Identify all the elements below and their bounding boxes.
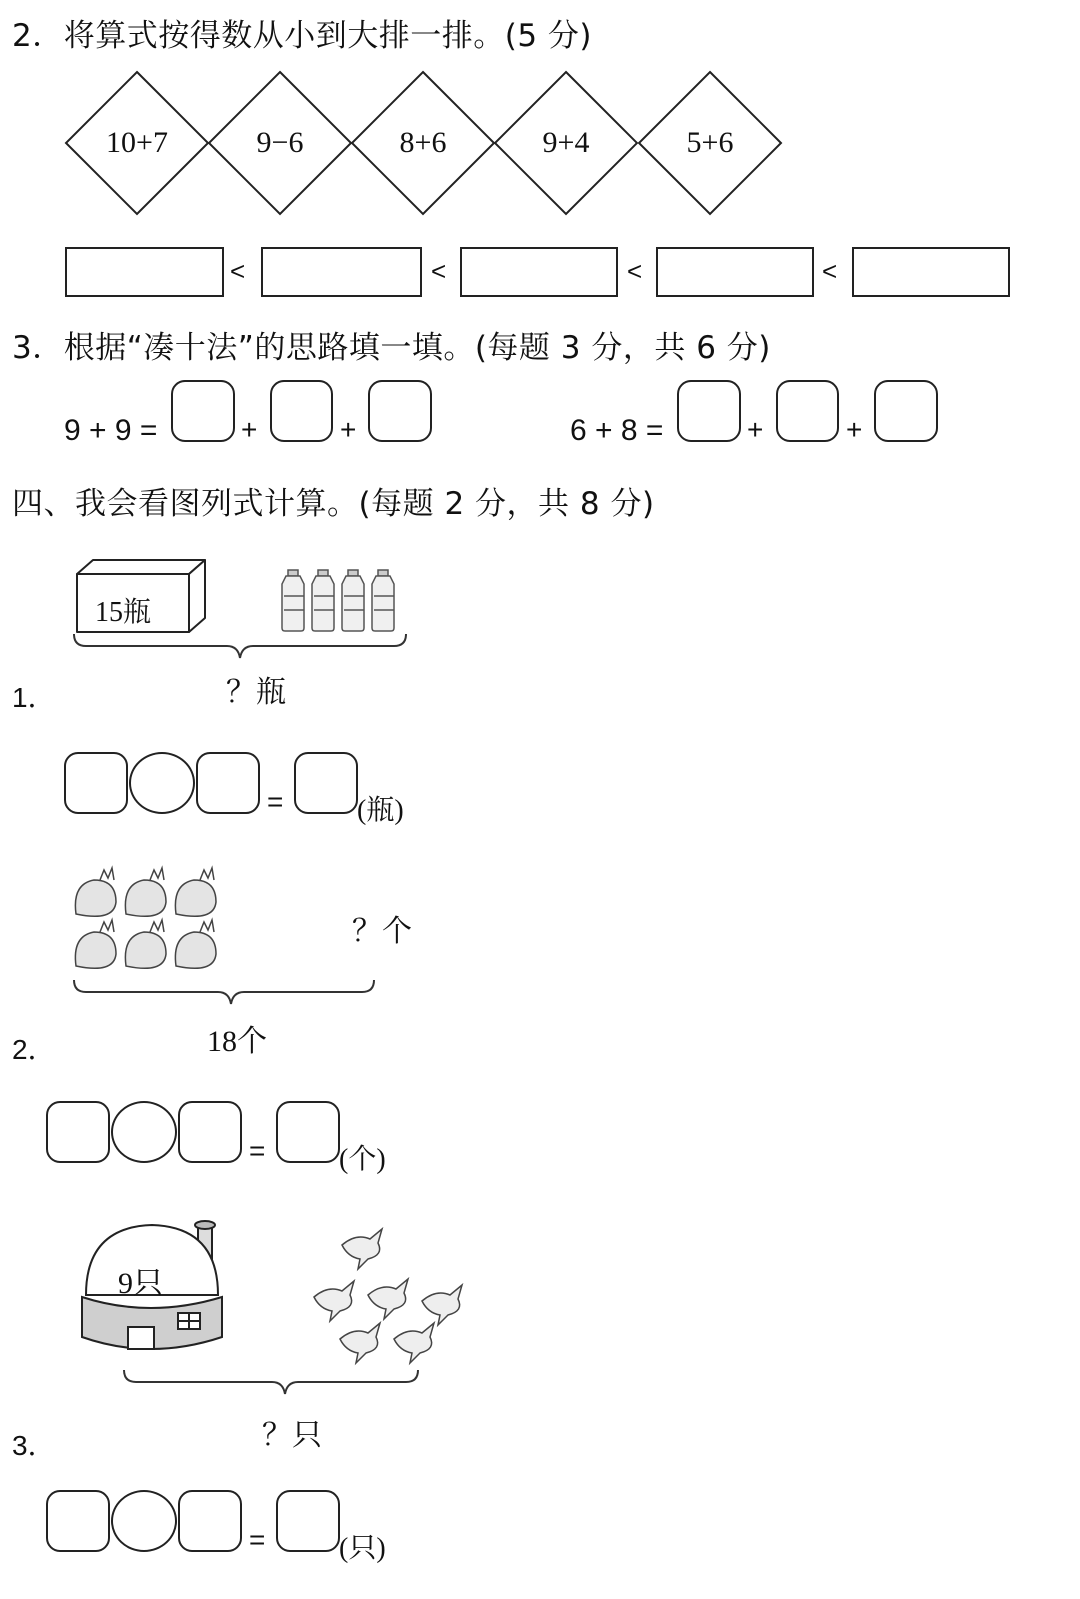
p3-result-box[interactable] xyxy=(276,1490,340,1552)
section-4-title: 四、我会看图列式计算。(每题 2 分，共 8 分) xyxy=(12,486,655,522)
right-equation-label: 6 + 8 = xyxy=(570,414,664,447)
brace-1-icon xyxy=(72,632,412,662)
dove-icon xyxy=(314,1281,354,1321)
p2-operand-box-1[interactable] xyxy=(46,1101,110,1163)
section-2-title: 2．将算式按得数从小到大排一排。(5 分) xyxy=(12,18,592,54)
less-than-3: < xyxy=(627,256,643,286)
bottle-icon xyxy=(342,570,364,631)
p1-result-box[interactable] xyxy=(294,752,358,814)
brace-3-icon xyxy=(122,1368,432,1398)
p3-unit: (只) xyxy=(339,1533,386,1564)
less-than-1: < xyxy=(230,256,246,286)
dove-icon xyxy=(422,1285,462,1325)
right-plus-2: + xyxy=(846,414,863,445)
doves-icon xyxy=(310,1225,480,1365)
expression-4: 9+4 xyxy=(542,126,590,159)
expression-3: 8+6 xyxy=(399,126,447,159)
p1-operand-box-1[interactable] xyxy=(64,752,128,814)
p1-operator-circle[interactable] xyxy=(129,752,195,814)
brace-2-icon xyxy=(72,978,382,1008)
expression-diamonds xyxy=(0,0,1080,240)
p2-operand-box-2[interactable] xyxy=(178,1101,242,1163)
problem-3-number: 3． xyxy=(12,1430,56,1461)
less-than-4: < xyxy=(822,256,838,286)
problem-1-number: 1． xyxy=(12,682,56,713)
dove-icon xyxy=(342,1229,382,1269)
p2-operator-circle[interactable] xyxy=(111,1101,177,1163)
radish-icon xyxy=(75,920,116,968)
p1-operand-box-2[interactable] xyxy=(196,752,260,814)
left-fill-box-2[interactable] xyxy=(270,380,333,442)
left-equation-label: 9 + 9 = xyxy=(64,414,158,447)
p3-operator-circle[interactable] xyxy=(111,1490,177,1552)
order-box-4[interactable] xyxy=(656,247,814,297)
p3-operand-box-1[interactable] xyxy=(46,1490,110,1552)
p2-equals: = xyxy=(249,1135,266,1166)
radish-icon xyxy=(75,868,116,916)
order-box-2[interactable] xyxy=(261,247,422,297)
radish-icon xyxy=(125,868,166,916)
brace-2-label: 18个 xyxy=(207,1025,267,1058)
dove-icon xyxy=(368,1279,408,1319)
left-plus-2: + xyxy=(340,414,357,445)
left-fill-box-1[interactable] xyxy=(171,380,235,442)
right-plus-1: + xyxy=(747,414,764,445)
right-fill-box-1[interactable] xyxy=(677,380,741,442)
p2-result-box[interactable] xyxy=(276,1101,340,1163)
brace-3-label: ？只 xyxy=(262,1419,322,1452)
radish-icon xyxy=(175,920,216,968)
p2-unit: (个) xyxy=(339,1144,386,1175)
radishes-icon xyxy=(70,862,230,972)
left-fill-box-3[interactable] xyxy=(368,380,432,442)
brace-1-label: ？瓶 xyxy=(226,676,286,709)
order-box-3[interactable] xyxy=(460,247,618,297)
bottle-icon xyxy=(372,570,394,631)
house-label: 9只 xyxy=(118,1267,163,1300)
radish-icon xyxy=(175,868,216,916)
box-label: 15瓶 xyxy=(95,597,152,628)
left-plus-1: + xyxy=(241,414,258,445)
section-3-title: 3．根据“凑十法”的思路填一填。(每题 3 分，共 6 分) xyxy=(12,330,771,366)
expression-5: 5+6 xyxy=(686,126,734,159)
p3-equals: = xyxy=(249,1524,266,1555)
bottle-icon xyxy=(282,570,304,631)
p1-equals: = xyxy=(267,786,284,817)
dove-icon xyxy=(340,1323,380,1363)
expression-2: 9−6 xyxy=(256,126,304,159)
p1-unit: (瓶) xyxy=(357,795,404,826)
dove-icon xyxy=(394,1323,434,1363)
right-fill-box-2[interactable] xyxy=(776,380,839,442)
radish-icon xyxy=(125,920,166,968)
p3-operand-box-2[interactable] xyxy=(178,1490,242,1552)
expression-1: 10+7 xyxy=(106,126,168,159)
right-fill-box-3[interactable] xyxy=(874,380,938,442)
problem-2-number: 2． xyxy=(12,1034,56,1065)
water-bottles-icon xyxy=(280,570,405,632)
radish-side-label: ？个 xyxy=(352,915,412,948)
bottle-icon xyxy=(312,570,334,631)
less-than-2: < xyxy=(431,256,447,286)
order-box-5[interactable] xyxy=(852,247,1010,297)
order-box-1[interactable] xyxy=(65,247,224,297)
